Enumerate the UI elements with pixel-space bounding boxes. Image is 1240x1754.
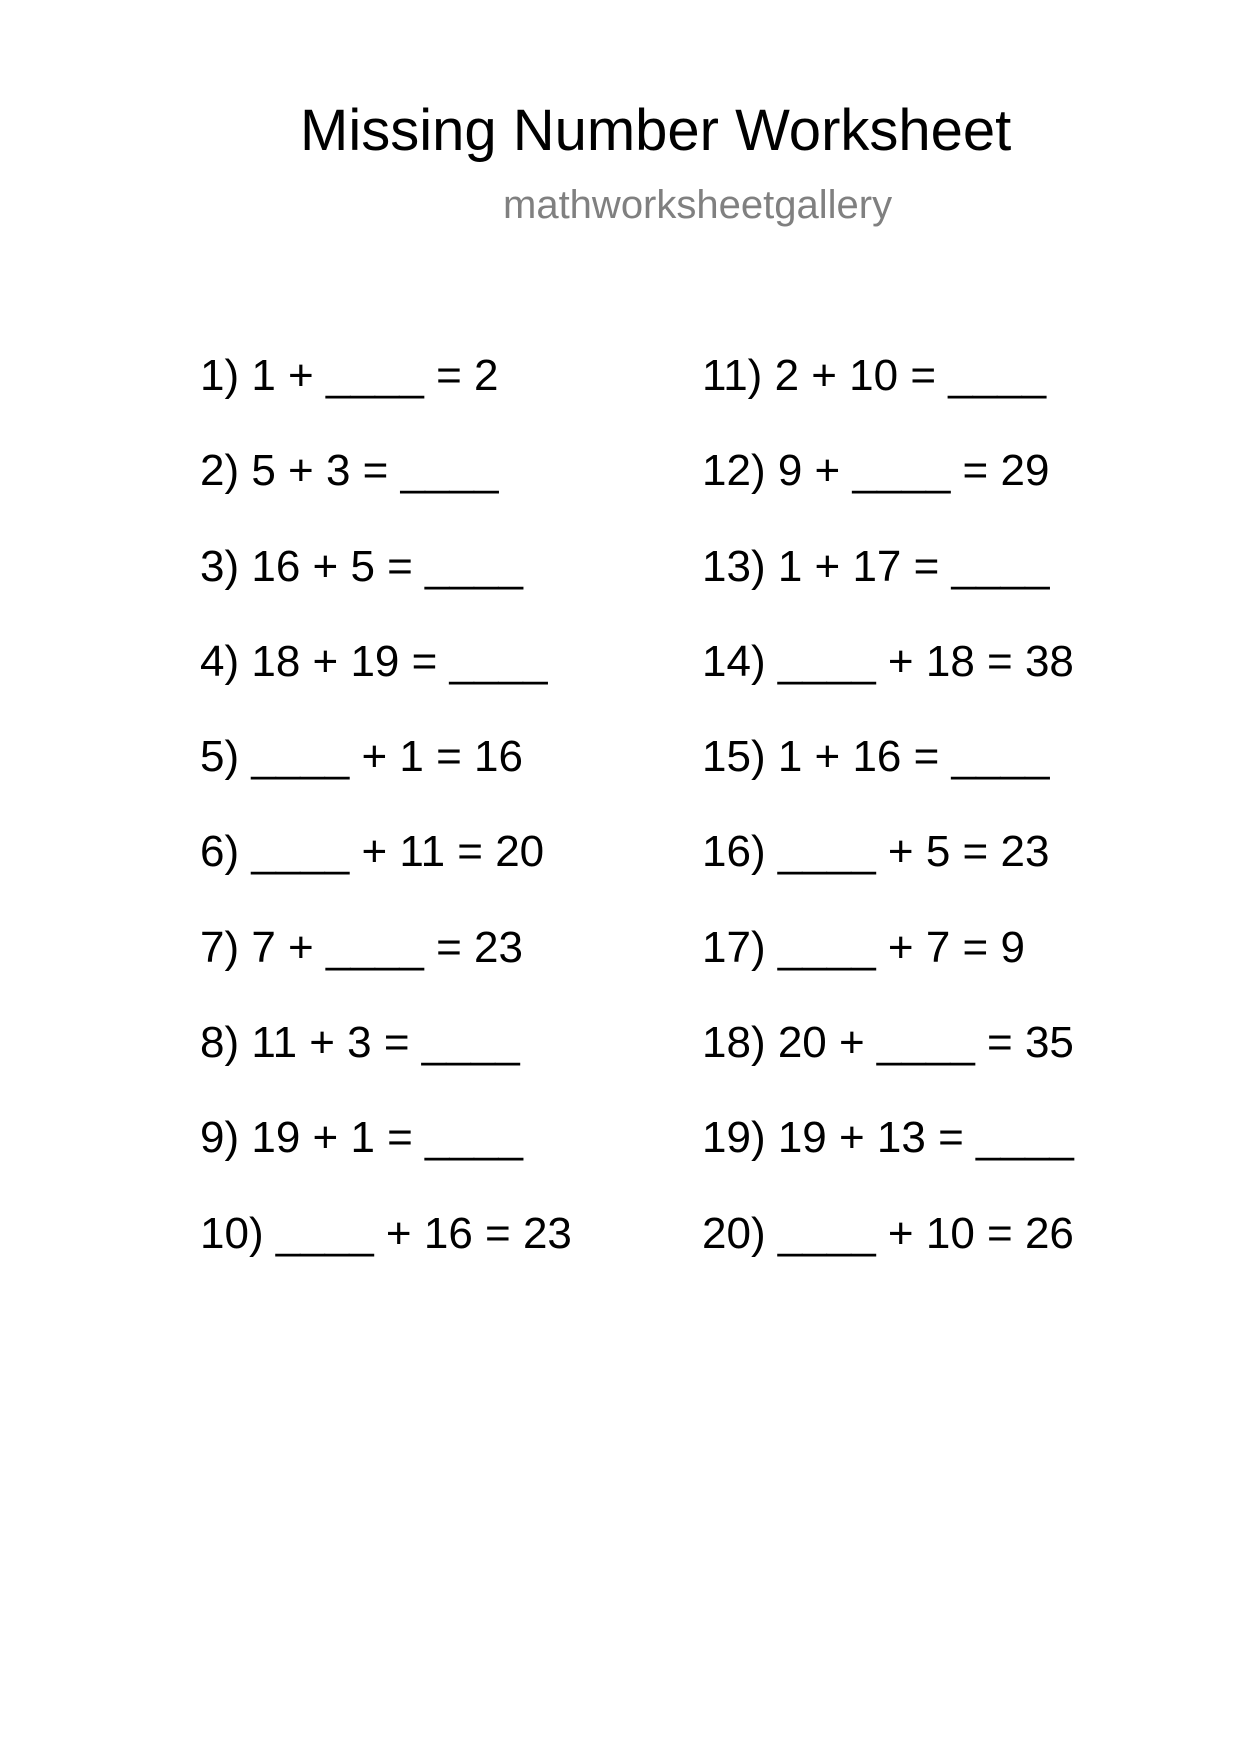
- problems-column-left: [200, 350, 572, 1303]
- problem-equation: 18 + 19 = ____: [251, 636, 548, 686]
- problem-item: [200, 350, 572, 445]
- worksheet-title: Missing Number Worksheet: [300, 98, 1012, 163]
- problem-equation: ____ + 7 = 9: [777, 922, 1025, 972]
- problem-number: 18): [702, 1018, 766, 1068]
- problem-equation: ____ + 1 = 16: [251, 732, 523, 782]
- problem-equation: 5 + 3 = ____: [251, 446, 499, 496]
- problem-equation: 19 + 13 = ____: [777, 1113, 1074, 1163]
- problem-number: 16): [702, 827, 766, 877]
- problem-item: [200, 541, 572, 636]
- problem-item: [702, 350, 1074, 445]
- problem-number: 3): [200, 541, 240, 591]
- problem-number: 14): [702, 636, 766, 686]
- problem-number: 1): [200, 351, 240, 400]
- problem-number: 9): [200, 1113, 240, 1163]
- problem-item: [702, 826, 1074, 921]
- problem-equation: 1 + 17 = ____: [777, 541, 1050, 591]
- problem-item: [200, 1208, 572, 1303]
- problem-number: 15): [702, 732, 766, 782]
- problem-number: 13): [702, 541, 766, 591]
- problem-number: 19): [702, 1113, 766, 1163]
- problem-equation: ____ + 16 = 23: [275, 1208, 572, 1258]
- problem-equation: 9 + ____ = 29: [777, 446, 1050, 496]
- problem-item: [702, 1017, 1074, 1112]
- problem-item: [200, 922, 572, 1017]
- problem-equation: ____ + 5 = 23: [777, 827, 1050, 877]
- problem-item: [702, 922, 1074, 1017]
- problem-equation: 19 + 1 = ____: [251, 1113, 523, 1163]
- problem-number: 10): [200, 1208, 264, 1258]
- problem-item: [702, 1208, 1074, 1303]
- problem-item: [702, 541, 1074, 636]
- problem-number: 4): [200, 636, 240, 686]
- problem-number: 2): [200, 446, 240, 496]
- problem-equation: 7 + ____ = 23: [251, 922, 523, 972]
- problems-column-right: [702, 350, 1074, 1303]
- problem-item: [200, 731, 572, 826]
- problem-item: [702, 445, 1074, 540]
- problem-item: [702, 731, 1074, 826]
- problem-item: [200, 1017, 572, 1112]
- problem-equation: ____ + 18 = 38: [777, 636, 1074, 686]
- problem-equation: 11 + 3 = ____: [251, 1018, 520, 1068]
- problem-item: [200, 1112, 572, 1207]
- problem-item: [200, 636, 572, 731]
- problem-number: 12): [702, 446, 766, 496]
- problem-equation: 1 + ____ = 2: [251, 351, 499, 400]
- problem-equation: 16 + 5 = ____: [251, 541, 523, 591]
- problem-item: [702, 636, 1074, 731]
- problem-number: 17): [702, 922, 766, 972]
- worksheet-source: mathworksheetgallery: [503, 183, 893, 227]
- problem-equation: 1 + 16 = ____: [777, 732, 1050, 782]
- problem-number: 5): [200, 732, 240, 782]
- problem-number: 7): [200, 922, 240, 972]
- problem-equation: ____ + 10 = 26: [777, 1208, 1074, 1258]
- problem-number: 8): [200, 1018, 240, 1068]
- problem-item: [200, 826, 572, 921]
- problem-number: 11): [702, 351, 763, 400]
- problem-number: 6): [200, 827, 240, 877]
- problem-item: [702, 1112, 1074, 1207]
- problem-number: 20): [702, 1208, 766, 1258]
- problem-equation: 2 + 10 = ____: [774, 351, 1047, 400]
- problem-equation: 20 + ____ = 35: [777, 1018, 1074, 1068]
- problem-item: [200, 445, 572, 540]
- problem-equation: ____ + 11 = 20: [251, 827, 545, 877]
